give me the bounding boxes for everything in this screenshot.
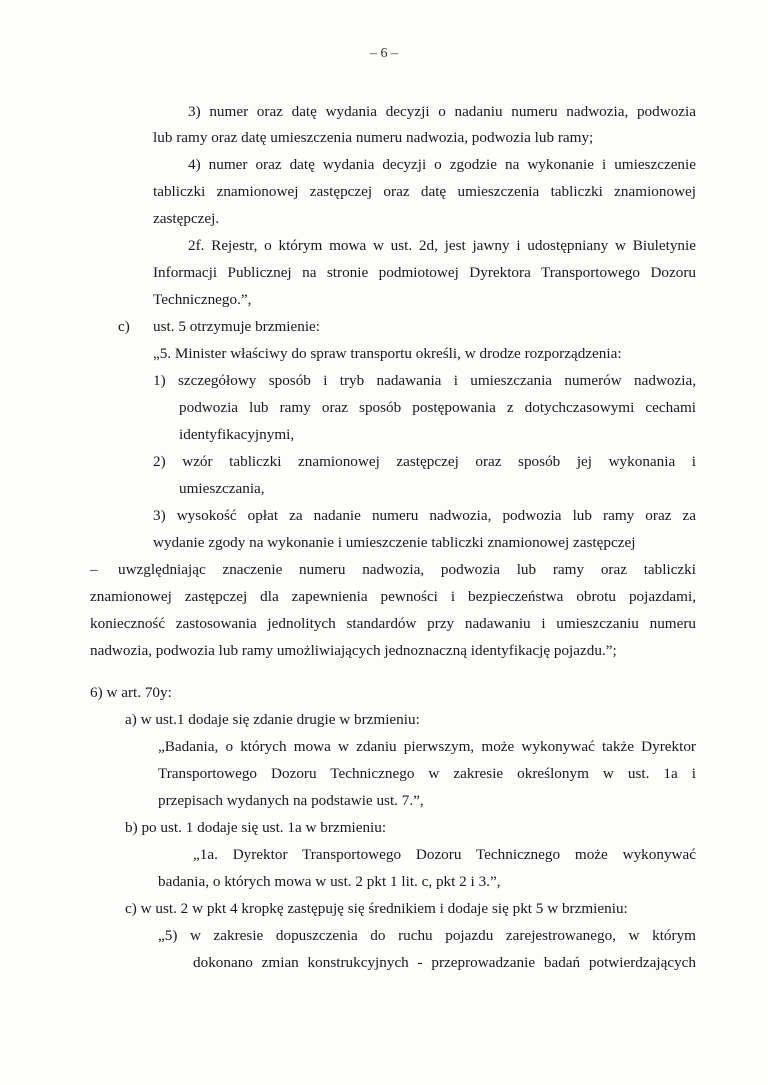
- page-number: – 6 –: [370, 46, 398, 61]
- text-line: konieczność zastosowania jednolitych standardów przy nadawaniu i umieszczaniu numeru: [90, 615, 696, 632]
- text-line: 2) wzór tabliczki znamionowej zastępczej oraz sposób jej wykonania i: [153, 453, 696, 470]
- text-line: wydanie zgody na wykonanie i umieszczenie tabliczki znamionowej zastępczej: [153, 534, 636, 551]
- text-line: Informacji Publicznej na stronie podmiotowej Dyrektora Transportowego Dozoru: [153, 264, 696, 281]
- text-line: Transportowego Dozoru Technicznego w zakresie określonym w ust. 1a i: [158, 765, 696, 782]
- text-line: tabliczki znamionowej zastępczej oraz datę umieszczenia tabliczki znamionowej: [153, 183, 696, 200]
- text-line: a) w ust.1 dodaje się zdanie drugie w brzmieniu:: [125, 711, 420, 728]
- dash-marker: –: [90, 561, 98, 578]
- text-line: identyfikacyjnymi,: [179, 426, 295, 443]
- text-line: dokonano zmian konstrukcyjnych - przeprowadzanie badań potwierdzających: [193, 954, 696, 971]
- text-line: przepisach wydanych na podstawie ust. 7.”,: [158, 792, 424, 809]
- text-line: Technicznego.”,: [153, 291, 252, 308]
- text-line: umieszczania,: [179, 480, 265, 497]
- list-marker: c): [118, 318, 130, 335]
- text-line: lub ramy oraz datę umieszczenia numeru nadwozia, podwozia lub ramy;: [153, 129, 594, 146]
- text-line: c) w ust. 2 w pkt 4 kropkę zastępuję się średnikiem i dodaje się pkt 5 w brzmieniu:: [125, 900, 628, 917]
- text-line: ust. 5 otrzymuje brzmienie:: [153, 318, 321, 335]
- text-line: znamionowej zastępczej dla zapewnienia pewności i bezpieczeństwa obrotu pojazdami,: [90, 588, 696, 605]
- text-line: uwzględniając znaczenie numeru nadwozia, podwozia lub ramy oraz tabliczki: [118, 561, 696, 578]
- text-line: badania, o których mowa w ust. 2 pkt 1 lit. c, pkt 2 i 3.”,: [158, 873, 501, 890]
- text-line: 2f. Rejestr, o którym mowa w ust. 2d, jest jawny i udostępniany w Biuletynie: [188, 237, 696, 254]
- text-line: 4) numer oraz datę wydania decyzji o zgodzie na wykonanie i umieszczenie: [188, 156, 696, 173]
- text-line: zastępczej.: [153, 210, 220, 227]
- text-line: podwozia lub ramy oraz sposób postępowania z dotychczasowymi cechami: [179, 399, 696, 416]
- text-line: „Badania, o których mowa w zdaniu pierwszym, może wykonywać także Dyrektor: [158, 738, 696, 755]
- text-line: „5. Minister właściwy do spraw transportu określi, w drodze rozporządzenia:: [153, 345, 622, 362]
- text-line: b) po ust. 1 dodaje się ust. 1a w brzmieniu:: [125, 819, 387, 836]
- text-line: nadwozia, podwozia lub ramy umożliwiających jednoznaczną identyfikację pojazdu.”;: [90, 642, 617, 659]
- text-line: 1) szczegółowy sposób i tryb nadawania i umieszczania numerów nadwozia,: [153, 372, 696, 389]
- text-line: „1a. Dyrektor Transportowego Dozoru Technicznego może wykonywać: [193, 846, 696, 863]
- text-line: „5) w zakresie dopuszczenia do ruchu pojazdu zarejestrowanego, w którym: [158, 927, 696, 944]
- text-line: 3) numer oraz datę wydania decyzji o nadaniu numeru nadwozia, podwozia: [188, 103, 696, 120]
- text-line: 6) w art. 70y:: [90, 684, 172, 701]
- text-line: 3) wysokość opłat za nadanie numeru nadwozia, podwozia lub ramy oraz za: [153, 507, 696, 524]
